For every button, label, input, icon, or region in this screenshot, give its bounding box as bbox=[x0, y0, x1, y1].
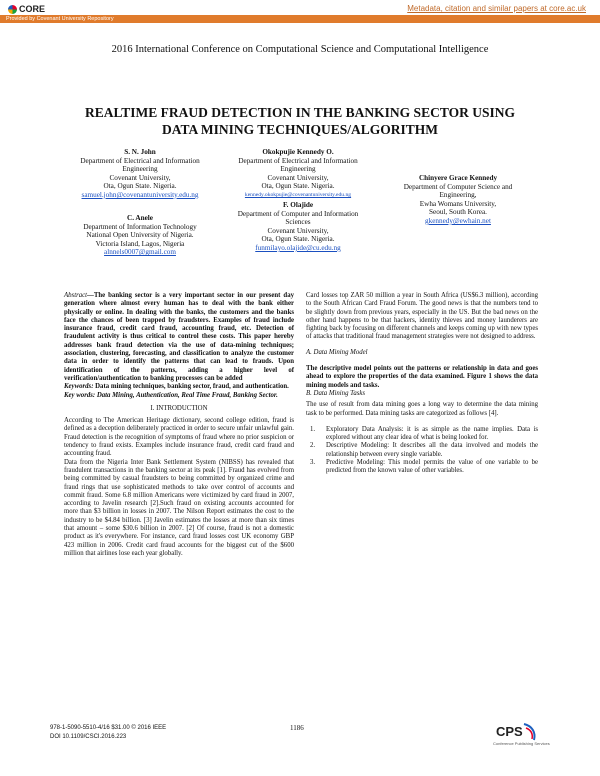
list-text: Descriptive Modeling: It describes all the data involved and models the relationship between every single variable. bbox=[326, 442, 538, 458]
list-number: 3. bbox=[310, 459, 316, 467]
author-name: Chinyere Grace Kennedy bbox=[418, 174, 498, 182]
keywords-2: Key words: Data Mining, Authentication, Real Time Fraud, Banking Sector. bbox=[64, 391, 278, 399]
cps-logo-text: CPS bbox=[496, 724, 523, 739]
list-text: Predictive Modeling: This model permits the value of one variable to be predicted from the known value of other variables. bbox=[326, 459, 538, 475]
author-block-kennedy bbox=[378, 174, 538, 226]
author-block-john bbox=[60, 148, 220, 200]
author-affil: Department of Information Technology bbox=[83, 222, 197, 231]
intro-heading: I. INTRODUCTION bbox=[150, 404, 208, 412]
right-paragraph-3: The use of result from data mining goes a long way to determine the data mining task to be performed. Data mining tasks are categorized as follows [4]. bbox=[306, 401, 538, 417]
author-name: C. Anele bbox=[127, 214, 153, 222]
author-affil: Department of Electrical and Information bbox=[80, 156, 200, 165]
page-number: 1186 bbox=[290, 724, 304, 732]
list-text: Exploratory Data Analysis: it is as simple as the name implies. Data is explored without any clear idea of what is being looked for. bbox=[326, 425, 538, 442]
author-affil: Department of Electrical and Information bbox=[238, 156, 358, 165]
author-affil: Ota, Ogun State. Nigeria. bbox=[103, 182, 177, 191]
list-item bbox=[306, 426, 538, 443]
core-logo[interactable] bbox=[8, 4, 45, 14]
author-name: F. Olajide bbox=[282, 201, 314, 209]
title-line-1: REALTIME FRAUD DETECTION IN THE BANKING SECTOR USING bbox=[85, 105, 515, 120]
abstract bbox=[64, 292, 294, 383]
title-line-2: DATA MINING TECHNIQUES/ALGORITHM bbox=[161, 122, 439, 137]
list-item bbox=[306, 442, 538, 459]
right-paragraph-2: The descriptive model points out the patterns or relationship in data and goes ahead to explore the properties of the data examined. Figure 1 shows the data mining models and tasks. bbox=[306, 365, 538, 389]
abstract-text: —The banking sector is a very important sector in our present day generation where almost every human has to deal with the bank either physically or online. In dealing with the banks, the customers and the banks face the chances of been trapped by fraudsters. Examples of fraud include insurance fraud, credit card fraud, accounting fraud, etc. Detection of fraudulent activity is thus critical to control these costs. This paper hereby addresses bank fraud detection via the use of data-mining techniques; association, clustering, forecasting, and classification to analyze the customer data in order to identify the patterns that can lead to frauds. Upon identification of the patterns, adding a higher level of verification/authentication to banking processes can be added bbox=[64, 292, 294, 382]
author-affil: Covenant University, bbox=[267, 173, 329, 182]
footer-doi: DOI 10.1109/CSCI.2016.223 bbox=[50, 734, 127, 740]
author-affil: Sciences bbox=[285, 218, 311, 227]
author-affil: Covenant University, bbox=[267, 226, 329, 235]
core-logo-icon bbox=[8, 5, 17, 14]
author-email[interactable]: alnnels0007@gmail.com bbox=[104, 248, 176, 257]
author-affil: Engineering bbox=[122, 165, 158, 174]
list-number: 2. bbox=[310, 442, 316, 450]
keywords bbox=[64, 383, 294, 391]
core-logo-text: CORE bbox=[19, 4, 46, 14]
right-paragraph-1: Card losses top ZAR 50 million a year in South Africa (US$6.3 million), according to the South African Card Fraud Forum. The good news is that the numbers tend to be slightly down from previous years, especially in the US. But the bad news on the other hand happens to be that hackers, identity thieves and money launderers are fighting back by focusing on different channels and keeps coming up with new types of attacks that traditional fraud management strategies were not designed to address. bbox=[306, 292, 538, 341]
author-block-okokpujie bbox=[224, 148, 372, 200]
author-affil: Engineering, bbox=[439, 191, 477, 200]
provided-by-bar[interactable]: Provided by Covenant University Repository bbox=[0, 15, 600, 23]
footer-copyright bbox=[50, 724, 166, 742]
right-column bbox=[306, 292, 538, 476]
author-affil: Department of Computer Science and bbox=[403, 182, 513, 191]
subsection-b-heading: B. Data Mining Tasks bbox=[306, 389, 366, 397]
list-item bbox=[306, 459, 538, 476]
author-block-olajide bbox=[224, 201, 372, 253]
author-affil: Covenant University, bbox=[109, 173, 171, 182]
subsection-a-heading: A. Data Mining Model bbox=[306, 348, 368, 356]
conference-header: 2016 International Conference on Computational Science and Computational Intelligence bbox=[111, 44, 489, 55]
author-block-anele bbox=[60, 214, 220, 257]
keywords-text: Data mining techniques, banking sector, fraud, and authentication. bbox=[93, 383, 289, 391]
author-email[interactable]: gkennedy@ewhain.net bbox=[425, 216, 491, 225]
intro-paragraph-2: Data from the Nigeria Inter Bank Settlement System (NIBSS) has revealed that fraudulent transactions in the banking sector at its peak [1]. Fraud has evolved from being committed by casual fraudsters to being committed by organized crime and fraud rings that use sophisticated methods to take over control of accounts and commit fraud. Some 6.8 million Americans were victimized by card fraud in 2007, according to Javelin research [2].Such fraud on existing accounts accounted for more than $3 billion in losses in 2007. The Nilson Report estimates the cost to the industry to be $4.84 billion. [3] Javelin estimates the losses at more than six times that amount – some $30.6 billion in 2007. [2] Of course, fraud is not a domestic product as it's everywhere. For instance, card fraud losses cost UK economy GBP 423 million in 2006. Credit card fraud accounts for the biggest cut of the $600 million that airlines lose each year globally. bbox=[64, 458, 294, 557]
author-email[interactable]: kennedy.okokpujie@covenantuniversity.edu.ng bbox=[244, 191, 352, 198]
core-metadata-link[interactable]: Metadata, citation and similar papers at core.ac.uk bbox=[407, 4, 586, 13]
cps-logo-subtitle: Conference Publishing Services bbox=[493, 741, 550, 746]
author-name: S. N. John bbox=[124, 148, 156, 156]
author-email[interactable]: samuel.john@covenantuniversity.edu.ng bbox=[81, 190, 199, 199]
keywords-label: Keywords: bbox=[64, 383, 94, 391]
author-affil: Ewha Womans University, bbox=[419, 199, 497, 208]
author-affil: Department of Computer and Information bbox=[237, 209, 359, 218]
author-affil: Victoria Island, Lagos, Nigeria bbox=[95, 239, 185, 248]
author-affil: Engineering bbox=[280, 165, 316, 174]
author-affil: National Open University of Nigeria. bbox=[86, 231, 194, 240]
author-name: Okokpujie Kennedy O. bbox=[262, 148, 334, 156]
author-affil: Seoul, South Korea. bbox=[429, 208, 487, 217]
abstract-label: Abstract bbox=[64, 292, 88, 299]
list-number: 1. bbox=[310, 425, 316, 433]
left-column bbox=[64, 292, 294, 558]
author-affil: Ota, Ogun State. Nigeria. bbox=[261, 235, 335, 244]
footer-isbn: 978-1-5090-5510-4/16 $31.00 © 2016 IEEE bbox=[50, 725, 167, 731]
intro-paragraph-1: According to The American Heritage dictionary, second college edition, fraud is defined as a deception deliberately practiced in order to secure unfair unlawful gain. Fraud detection is the recognition of symptoms of fraud where no prior suspicion or tendency to fraud exists. Examples include insurance fraud, credit card fraud and accounting fraud. bbox=[64, 417, 294, 458]
author-email[interactable]: funmilayo.olajide@cu.edu.ng bbox=[255, 243, 341, 252]
author-affil: Ota, Ogun State. Nigeria. bbox=[261, 182, 335, 191]
paper-title bbox=[40, 104, 560, 138]
